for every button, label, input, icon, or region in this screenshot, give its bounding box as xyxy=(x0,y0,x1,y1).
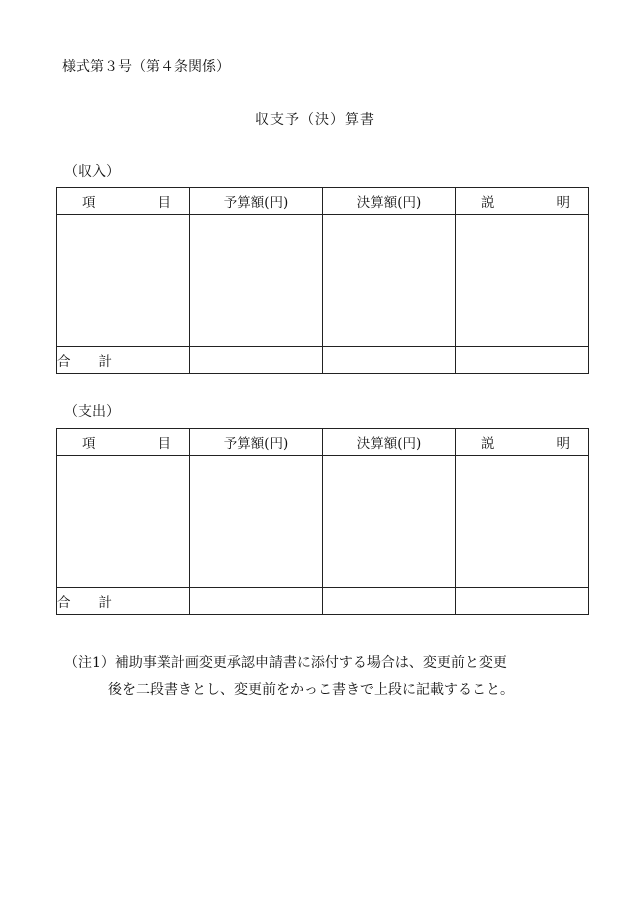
expense-header-item-second: 目 xyxy=(157,436,171,452)
expense-total-budget-cell[interactable] xyxy=(190,588,323,615)
income-total-budget-cell[interactable] xyxy=(190,347,323,374)
expense-header-item xyxy=(57,429,190,456)
expense-header-item-first: 項 xyxy=(82,436,96,452)
income-total-label xyxy=(57,347,190,374)
expense-total-second: 計 xyxy=(98,595,112,611)
income-header-settlement: 決算額(円) xyxy=(323,188,456,215)
income-description-cell[interactable] xyxy=(456,215,589,347)
expense-item-cell[interactable] xyxy=(57,456,190,588)
expense-header-desc-first: 説 xyxy=(481,436,495,452)
income-header-desc-second: 明 xyxy=(556,195,570,211)
footnote-line-1: （注1）補助事業計画変更承認申請書に添付する場合は、変更前と変更 xyxy=(64,655,507,671)
income-header-description xyxy=(456,188,589,215)
footnote xyxy=(64,650,514,704)
expense-budget-cell[interactable] xyxy=(190,456,323,588)
income-section-label: （収入） xyxy=(64,164,120,180)
expense-table xyxy=(56,428,589,615)
income-header-item-first: 項 xyxy=(82,195,96,211)
expense-body-row xyxy=(57,456,589,588)
income-total-first: 合 xyxy=(57,354,71,370)
expense-description-cell[interactable] xyxy=(456,456,589,588)
page-title: 収支予（決）算書 xyxy=(255,112,375,128)
income-header-budget: 予算額(円) xyxy=(190,188,323,215)
expense-total-settlement-cell[interactable] xyxy=(323,588,456,615)
income-table xyxy=(56,187,589,374)
income-total-second: 計 xyxy=(98,354,112,370)
expense-total-row xyxy=(57,588,589,615)
expense-total-label xyxy=(57,588,190,615)
income-header-item xyxy=(57,188,190,215)
income-header-item-second: 目 xyxy=(157,195,171,211)
income-header-desc-first: 説 xyxy=(481,195,495,211)
expense-settlement-cell[interactable] xyxy=(323,456,456,588)
income-settlement-cell[interactable] xyxy=(323,215,456,347)
form-number: 様式第３号（第４条関係） xyxy=(62,59,230,75)
income-budget-cell[interactable] xyxy=(190,215,323,347)
expense-total-first: 合 xyxy=(57,595,71,611)
income-total-description-cell[interactable] xyxy=(456,347,589,374)
income-header-row xyxy=(57,188,589,215)
income-total-settlement-cell[interactable] xyxy=(323,347,456,374)
income-total-row xyxy=(57,347,589,374)
expense-header-budget: 予算額(円) xyxy=(190,429,323,456)
expense-header-settlement: 決算額(円) xyxy=(323,429,456,456)
expense-section-label: （支出） xyxy=(64,404,120,420)
expense-total-description-cell[interactable] xyxy=(456,588,589,615)
expense-header-row xyxy=(57,429,589,456)
income-body-row xyxy=(57,215,589,347)
footnote-line-2: 後を二段書きとし、変更前をかっこ書きで上段に記載すること。 xyxy=(108,682,514,698)
expense-header-desc-second: 明 xyxy=(556,436,570,452)
income-item-cell[interactable] xyxy=(57,215,190,347)
expense-header-description xyxy=(456,429,589,456)
